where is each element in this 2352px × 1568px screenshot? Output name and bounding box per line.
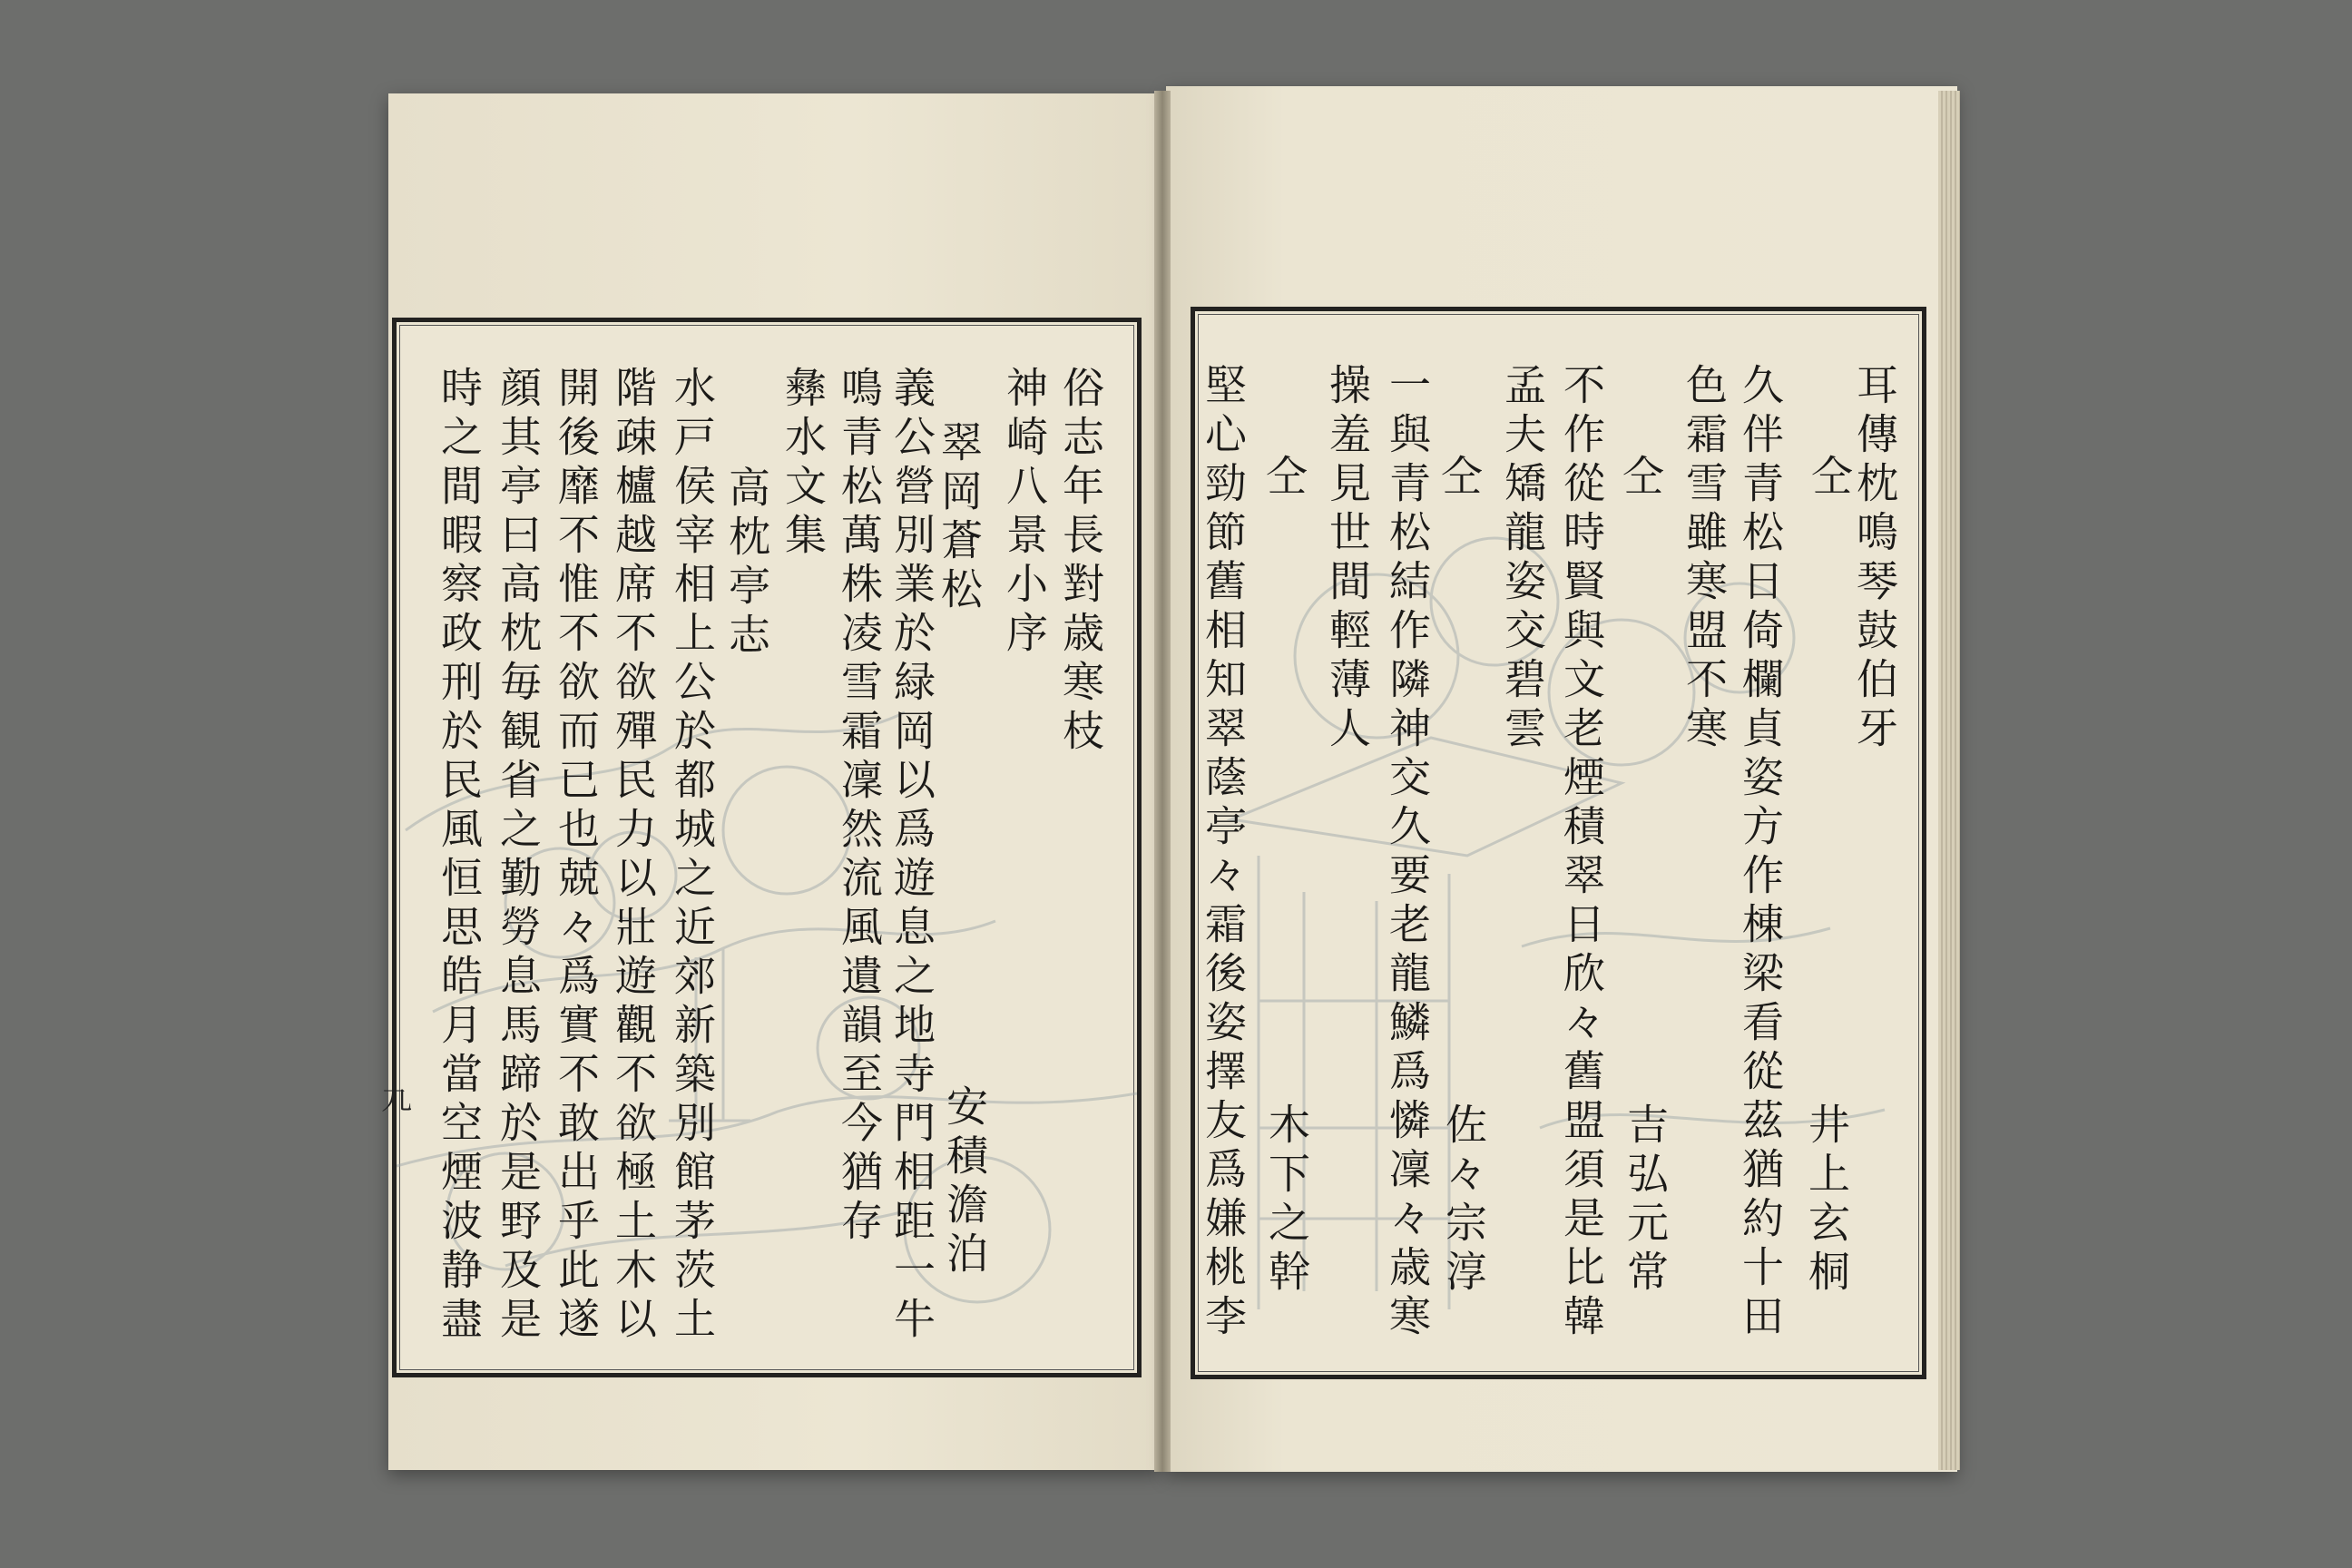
right-column-12: 堅心勁節舊相知翠蔭亭々霜後姿擇友爲嫌桃李 [1199,363,1248,1343]
left-column-2: 神崎八景小序 [1000,366,1049,660]
left-column-5: 鳴青松萬株凌雪霜凜然流風遺韻至今猶存 [835,366,884,1248]
right-column-6: 不作從時賢與文老煙積翠日欣々舊盟須是比韓 [1557,363,1606,1343]
left-column-10: 開後靡不惟不欲而已也兢々爲實不敢出乎此遂 [552,366,601,1346]
left-column-7: 高枕亭志 [722,466,771,662]
left-column-1: 俗志年長對歳寒枝 [1056,366,1105,758]
author-name-3: 佐々宗淳 [1439,1102,1488,1298]
page-edges [1938,91,1960,1470]
right-column-5: 仝 [1616,454,1665,503]
book-gutter [1154,91,1171,1472]
right-column-3: 久伴青松日倚欄貞姿方作棟梁看從茲猶約十田 [1736,363,1785,1343]
right-column-10: 操羞見世間輕薄人 [1323,363,1372,755]
right-column-2: 仝 [1805,454,1854,503]
right-column-4: 色霜雪雖寒盟不寒 [1680,363,1729,755]
right-column-1: 耳傳枕鳴琴鼓伯牙 [1850,363,1899,755]
left-column-4: 義公營別業於緑岡以爲遊息之地寺門相距一牛 [887,366,936,1346]
author-name-anzumi: 安積澹泊 [940,1084,989,1280]
right-column-11: 仝 [1259,454,1308,503]
right-column-7: 孟夫矯龍姿交碧雲 [1498,363,1547,755]
right-column-8: 仝 [1435,454,1484,503]
author-name-2: 吉弘元常 [1621,1102,1670,1298]
author-name-1: 井上玄桐 [1802,1102,1851,1298]
left-column-8: 水戸侯宰相上公於都城之近郊新築別館茅茨土 [668,366,717,1346]
left-column-6: 彝水文集 [779,366,828,562]
fold-page-number: 九 [381,1081,412,1117]
right-column-9: 一與青松結作隣神交久要老龍鱗爲憐凜々歳寒 [1383,363,1432,1343]
left-column-11: 顔其亭曰高枕毎観省之勤勞息馬蹄於是野及是 [494,366,543,1346]
left-column-9: 階疎櫨越席不欲殫民力以壯遊觀不欲極土木以 [609,366,658,1346]
left-column-3: 翠岡蒼松 [935,420,984,616]
author-name-4: 木下之幹 [1262,1102,1311,1298]
left-column-12: 時之間暇察政刑於民風恒思皓月當空煙波静盡 [435,366,484,1346]
